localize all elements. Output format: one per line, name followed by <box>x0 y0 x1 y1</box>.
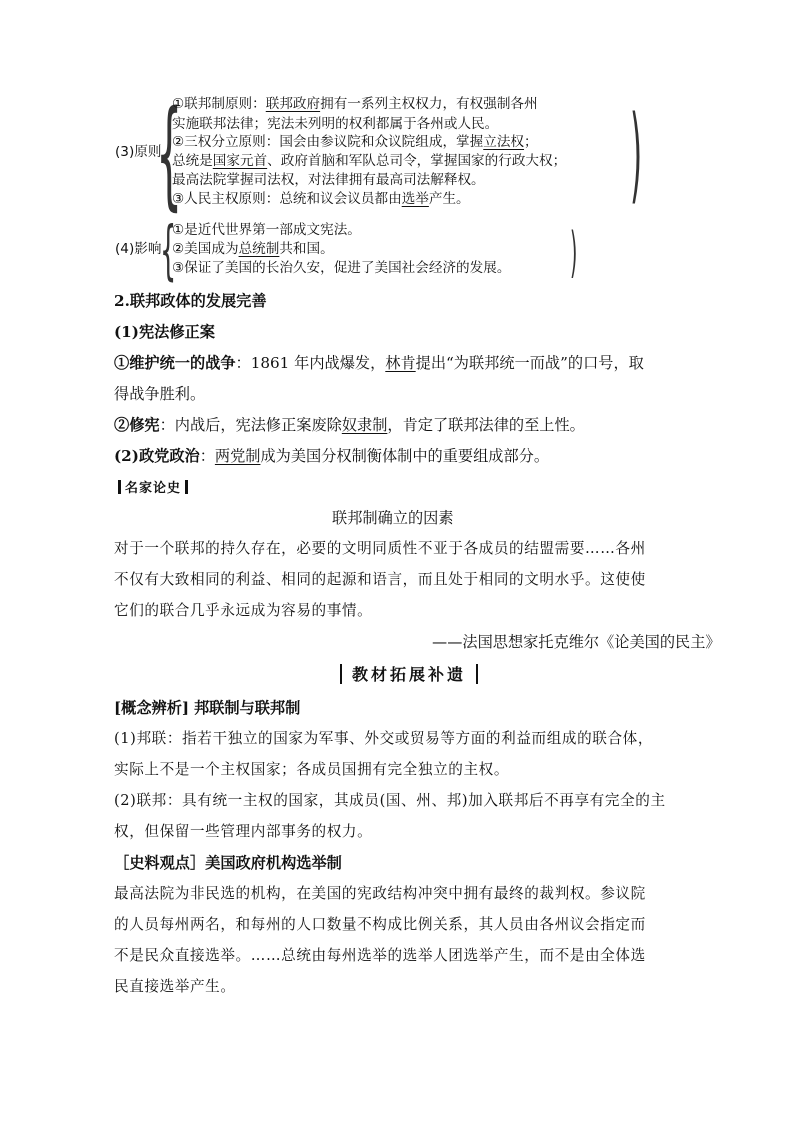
principle-separation-line2: 总统是国家元首、政府首脑和军队总司令，掌握国家的行政大权； <box>172 153 567 169</box>
tag-bar <box>185 480 188 494</box>
history-line: 的人员每州两名，和每州的人口数量不构成比例关系，其人员由各州议会指定而 <box>114 916 646 933</box>
right-paren: ) <box>570 221 578 284</box>
section-heading: 2.联邦政体的发展完善 <box>114 292 267 310</box>
history-line: 民直接选举产生。 <box>114 978 236 995</box>
banner-bar <box>340 664 342 684</box>
quote-line: 对于一个联邦的持久存在，必要的文明同质性不亚于各成员的结盟需要……各州 <box>114 540 646 557</box>
paragraph-continued: 得战争胜利。 <box>114 385 206 403</box>
principle-separation-line3: 最高法院掌握司法权，对法律拥有最高司法解释权。 <box>172 172 485 188</box>
paragraph: ①维护统一的战争：1861 年内战爆发，林肯提出“为联邦统一而战”的口号，取 <box>114 354 644 372</box>
subsection-heading: (1)宪法修正案 <box>114 323 215 341</box>
history-line: 最高法院为非民选的机构，在美国的宪政结构冲突中拥有最终的裁判权。参议院 <box>114 885 646 902</box>
influence-line3: ③保证了美国的长治久安，促进了美国社会经济的发展。 <box>172 260 511 276</box>
quote-source: ——法国思想家托克维尔《论美国的民主》 <box>432 633 721 651</box>
influence-line2: ②美国成为总统制共和国。 <box>172 241 334 257</box>
history-line: 不是民众直接选举。……总统由每州选举的选举人团选举产生，而不是由全体选 <box>114 947 646 964</box>
concept-line: (2)联邦：具有统一主权的国家，其成员(国、州、邦)加入联邦后不再享有完全的主 <box>114 792 666 809</box>
influence-label: (4)影响 <box>115 241 162 257</box>
supplement-banner: 教材拓展补遗 <box>330 662 488 688</box>
banner-bar <box>476 664 478 684</box>
principle-sovereignty-line: ③人民主权原则：总统和议会议员都由选举产生。 <box>172 191 470 207</box>
expert-tag: 名家论史 <box>114 479 192 499</box>
quote-line: 不仅有大致相同的利益、相同的起源和语言，而且处于相同的文明水乎。这使使 <box>114 571 646 588</box>
concept-line: 实际上不是一个主权国家；各成员国拥有完全独立的主权。 <box>114 761 510 778</box>
left-brace: { <box>160 214 177 288</box>
influence-line1: ①是近代世界第一部成文宪法。 <box>172 222 361 238</box>
right-paren: ) <box>630 93 643 215</box>
principle-separation-line1: ②三权分立原则：国会由参议院和众议院组成，掌握立法权； <box>172 134 538 150</box>
paragraph: ②修宪：内战后，宪法修正案废除奴隶制，肯定了联邦法律的至上性。 <box>114 416 585 434</box>
tag-bar <box>118 480 121 494</box>
left-brace: { <box>156 84 183 222</box>
quote-line: 它们的联合几乎永远成为容易的事情。 <box>114 602 373 619</box>
expert-title: 联邦制确立的因素 <box>332 509 454 527</box>
principle-federal-line1: ①联邦制原则：联邦政府拥有一系列主权权力，有权强制各州 <box>172 96 538 112</box>
concept-line: (1)邦联：指若干独立的国家为军事、外交或贸易等方面的利益而组成的联合体， <box>114 730 654 747</box>
paragraph: (2)政党政治：两党制成为美国分权制衡体制中的重要组成部分。 <box>114 447 550 465</box>
history-heading: ［史料观点］美国政府机构选举制 <box>114 854 342 872</box>
principle-federal-line2: 实施联邦法律；宪法未列明的权利都属于各州或人民。 <box>172 116 499 132</box>
concept-line: 权，但保留一些管理内部事务的权力。 <box>114 823 373 840</box>
concept-heading: [概念辨析] 邦联制与联邦制 <box>114 699 301 717</box>
principles-label: (3)原则 <box>115 144 162 160</box>
